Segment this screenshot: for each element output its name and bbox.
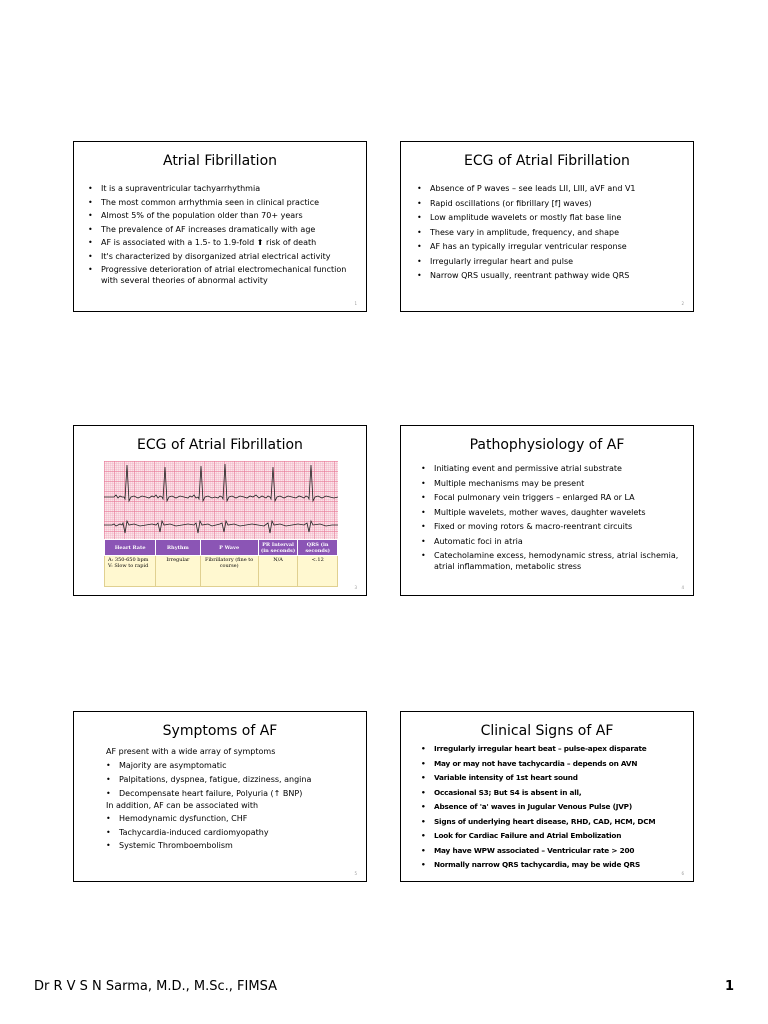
table-header: QRS (in seconds) bbox=[298, 540, 338, 556]
list-item: • Signs of underlying heart disease, RHD, CAD, HCM, DCM bbox=[421, 816, 687, 827]
slide-page-number: 6 bbox=[681, 871, 684, 876]
table-header: P Wave bbox=[200, 540, 258, 556]
slide-title: Pathophysiology of AF bbox=[469, 437, 625, 453]
ecg-strip bbox=[104, 461, 338, 540]
list-item: • These vary in amplitude, frequency, and shape bbox=[417, 227, 683, 238]
list-item: • Tachycardia-induced cardiomyopathy bbox=[106, 827, 269, 838]
slide-pathophysiology bbox=[400, 425, 694, 596]
list-item: • Progressive deterioration of atrial electromechanical function with several theories of abnormal activity bbox=[88, 264, 356, 286]
list-item: • Absence of P waves – see leads LII, LIII, aVF and V1 bbox=[417, 183, 683, 194]
slide-title: Clinical Signs of AF bbox=[480, 723, 614, 739]
table-row bbox=[105, 556, 338, 587]
list-item: • It's characterized by disorganized atrial electrical activity bbox=[88, 251, 356, 262]
table-cell: Fibrillatory (fine to course) bbox=[200, 556, 258, 587]
footer-author: Dr R V S N Sarma, M.D., M.Sc., FIMSA bbox=[34, 979, 277, 994]
list-item: • Absence of 'a' waves in Jugular Venous Pulse (JVP) bbox=[421, 801, 687, 812]
slide-page-number: 1 bbox=[354, 301, 357, 306]
list-item: • Occasional S3; But S4 is absent in all, bbox=[421, 787, 687, 798]
list-item: • AF is associated with a 1.5- to 1.9-fold ⬆ risk of death bbox=[88, 237, 356, 248]
list-item: • It is a supraventricular tachyarrhythmia bbox=[88, 183, 356, 194]
slide-symptoms bbox=[73, 711, 367, 882]
list-item: • Almost 5% of the population older than 70+ years bbox=[88, 210, 356, 221]
list-item: • Multiple mechanisms may be present bbox=[421, 478, 683, 489]
table-cell: <.12 bbox=[298, 556, 338, 587]
slide-clinical-signs bbox=[400, 711, 694, 882]
intro-text: AF present with a wide array of symptoms bbox=[106, 747, 276, 756]
footer-page-number: 1 bbox=[724, 979, 734, 994]
list-item: • Catecholamine excess, hemodynamic stress, atrial ischemia, atrial inflammation, metabolic stress bbox=[421, 550, 683, 572]
list-item: • Irregularly irregular heart and pulse bbox=[417, 256, 683, 267]
table-header: Heart Rate bbox=[105, 540, 156, 556]
table-cell: Irregular bbox=[156, 556, 200, 587]
list-item: • Hemodynamic dysfunction, CHF bbox=[106, 813, 247, 824]
table-cell: A: 350-650 bpm V: Slow to rapid bbox=[105, 556, 156, 587]
slide-page-number: 2 bbox=[681, 301, 684, 306]
slide-atrial-fibrillation bbox=[73, 141, 367, 312]
list-item: • Narrow QRS usually, reentrant pathway wide QRS bbox=[417, 270, 683, 281]
slide-page-number: 4 bbox=[681, 585, 684, 590]
list-item: • Decompensate heart failure, Polyuria (↑ BNP) bbox=[106, 788, 302, 799]
ecg-trace-upper bbox=[104, 464, 338, 501]
list-item: • Low amplitude wavelets or mostly flat base line bbox=[417, 212, 683, 223]
slide-page-number: 5 bbox=[354, 871, 357, 876]
list-item: • Variable intensity of 1st heart sound bbox=[421, 772, 687, 783]
list-item: • Rapid oscillations (or fibrillary [f] waves) bbox=[417, 198, 683, 209]
bullet-list bbox=[421, 743, 687, 874]
slide-page-number: 3 bbox=[354, 585, 357, 590]
slide-title: Atrial Fibrillation bbox=[162, 153, 278, 169]
ecg-criteria-table bbox=[104, 539, 338, 587]
list-item: • The most common arrhythmia seen in clinical practice bbox=[88, 197, 356, 208]
list-item: • Multiple wavelets, mother waves, daughter wavelets bbox=[421, 507, 683, 518]
list-item: • AF has an typically irregular ventricular response bbox=[417, 241, 683, 252]
slide-ecg-atrial-fibrillation-image bbox=[73, 425, 367, 596]
slide-title: Symptoms of AF bbox=[162, 723, 278, 739]
list-item: • Focal pulmonary vein triggers – enlarged RA or LA bbox=[421, 492, 683, 503]
list-item: • Normally narrow QRS tachycardia, may be wide QRS bbox=[421, 859, 687, 870]
bullet-list bbox=[417, 183, 683, 285]
bullet-list bbox=[421, 463, 683, 576]
bullet-list bbox=[88, 183, 356, 289]
ecg-trace-lower bbox=[104, 521, 338, 533]
list-item: • Palpitations, dyspnea, fatigue, dizziness, angina bbox=[106, 774, 311, 785]
ecg-figure bbox=[104, 461, 338, 585]
table-cell: N/A bbox=[258, 556, 298, 587]
list-item: • Fixed or moving rotors & macro-reentrant circuits bbox=[421, 521, 683, 532]
list-item: • May or may not have tachycardia – depends on AVN bbox=[421, 758, 687, 769]
table-header-row bbox=[105, 540, 338, 556]
slide-title: ECG of Atrial Fibrillation bbox=[464, 153, 630, 169]
table-header: PR Interval (in seconds) bbox=[258, 540, 298, 556]
list-item: • Systemic Thromboembolism bbox=[106, 840, 233, 851]
table-header: Rhythm bbox=[156, 540, 200, 556]
list-item: • Look for Cardiac Failure and Atrial Embolization bbox=[421, 830, 687, 841]
slide-ecg-atrial-fibrillation-text bbox=[400, 141, 694, 312]
slide-title: ECG of Atrial Fibrillation bbox=[137, 437, 303, 453]
list-item: • Majority are asymptomatic bbox=[106, 760, 227, 771]
intro-text: In addition, AF can be associated with bbox=[106, 801, 259, 810]
list-item: • May have WPW associated – Ventricular rate > 200 bbox=[421, 845, 687, 856]
list-item: • Automatic foci in atria bbox=[421, 536, 683, 547]
list-item: • Initiating event and permissive atrial substrate bbox=[421, 463, 683, 474]
list-item: • Irregularly irregular heart beat – pulse-apex disparate bbox=[421, 743, 687, 754]
list-item: • The prevalence of AF increases dramatically with age bbox=[88, 224, 356, 235]
